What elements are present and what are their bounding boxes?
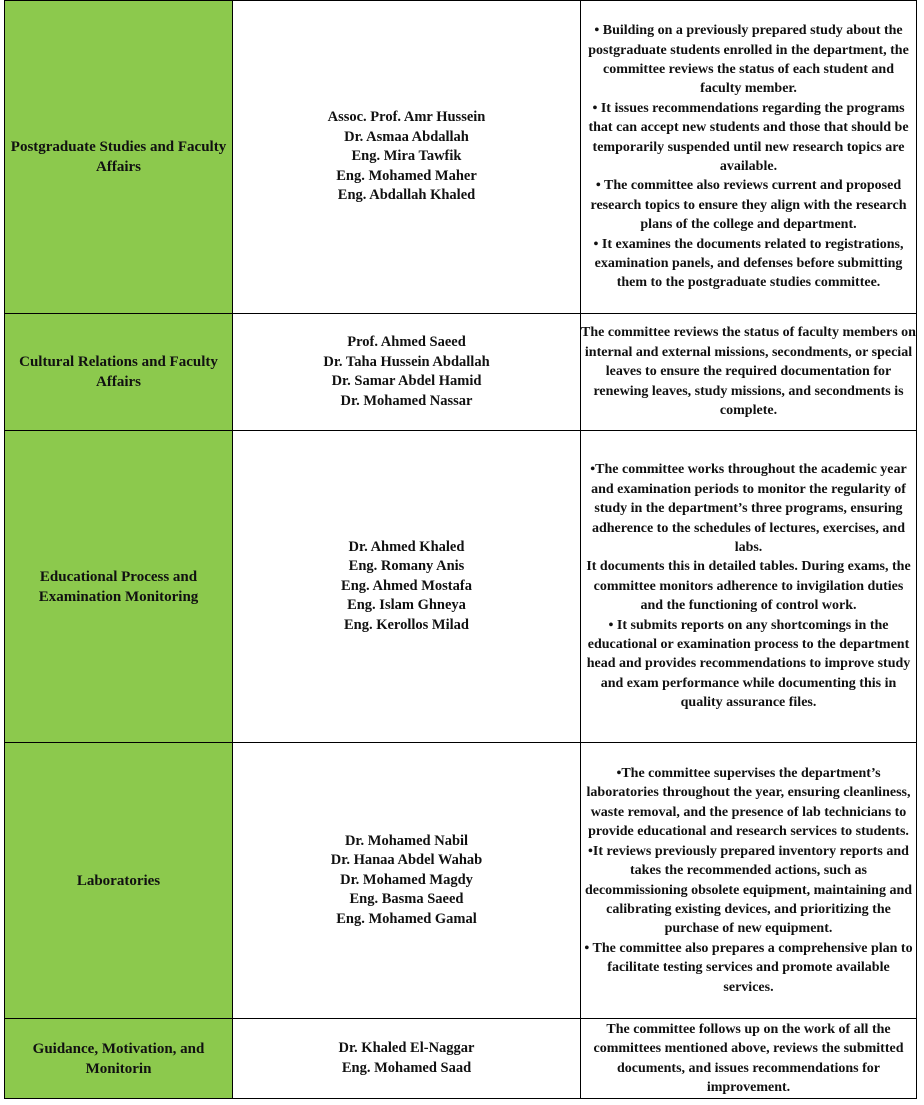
member-name: Dr. Asmaa Abdallah [344, 128, 469, 145]
member-name: Eng. Mohamed Saad [341, 1059, 472, 1076]
task-paragraph: It documents this in detailed tables. During exams, the committee monitors adherence to invigilation duties and the functioning of control work. [586, 559, 911, 614]
member-name: Eng. Kerollos Milad [343, 616, 469, 633]
committee-tasks [581, 314, 917, 431]
member-name: Eng. Islam Ghneya [347, 597, 466, 614]
member-name: Dr. Mohamed Nassar [340, 392, 473, 409]
member-name: Eng. Basma Saeed [349, 891, 464, 908]
member-name: Eng. Mohamed Gamal [336, 910, 477, 927]
member-name: Eng. Romany Anis [348, 558, 465, 575]
member-name: Dr. Mohamed Magdy [340, 871, 473, 888]
table-row [5, 314, 917, 431]
committee-name: Guidance, Motivation, and Monitorin [5, 1019, 233, 1099]
member-name: Dr. Samar Abdel Hamid [331, 373, 482, 389]
task-paragraph: •The committee supervises the department’s laboratories throughout the year, ensuring cleanliness, waste removal, and the presence of lab technicians to provide educational and research services to students. [586, 766, 911, 840]
task-paragraph: • It issues recommendations regarding the programs that can accept new students and those that should be temporarily suspended until new research topics are available. [588, 100, 909, 174]
member-name: Prof. Ahmed Saeed [347, 334, 466, 350]
task-paragraph: The committee reviews the status of faculty members on internal and external missions, secondments, or special leaves to ensure the required documentation for renewing leaves, study missions, and secondments is complete. [581, 325, 916, 419]
member-name: Assoc. Prof. Amr Hussein [327, 109, 486, 126]
table-row [5, 431, 917, 743]
committee-name: Postgraduate Studies and Faculty Affairs [5, 1, 233, 314]
committee-name: Cultural Relations and Faculty Affairs [5, 314, 233, 431]
member-name: Eng. Mira Tawfik [351, 148, 462, 165]
committee-members [233, 431, 581, 743]
task-paragraph: •The committee works throughout the academic year and examination periods to monitor the regularity of study in the department’s three programs, ensuring adherence to the schedules of lectures, exercises, and labs. [590, 462, 907, 555]
committees-table [4, 0, 917, 1099]
committee-name: Educational Process and Examination Monitoring [5, 431, 233, 743]
task-paragraph: • Building on a previously prepared study about the postgraduate students enrolled in the department, the committee reviews the status of each student and faculty member. [588, 23, 909, 97]
committee-tasks [581, 431, 917, 743]
table-row [5, 1019, 917, 1099]
committee-members [233, 1, 581, 314]
task-paragraph: • The committee also prepares a comprehensive plan to facilitate testing services and promote available services. [584, 940, 913, 995]
member-name: Dr. Ahmed Khaled [348, 538, 465, 555]
member-name: Eng. Ahmed Mostafa [341, 577, 472, 594]
table-row [5, 1, 917, 314]
member-name: Eng. Abdallah Khaled [337, 187, 476, 204]
table-row [5, 743, 917, 1019]
member-name: Dr. Taha Hussein Abdallah [323, 353, 490, 370]
committee-members [233, 1019, 581, 1099]
committee-tasks [581, 1, 917, 314]
task-paragraph: • It examines the documents related to registrations, examination panels, and defenses before submitting them to the postgraduate studies committee. [593, 236, 904, 291]
task-paragraph: • The committee also reviews current and proposed research topics to ensure they align with the research plans of the college and department. [590, 178, 907, 233]
committee-tasks [581, 1019, 917, 1099]
task-paragraph: • It submits reports on any shortcomings in the educational or examination process to the department head and provides recommendations to improve study and exam performance while documenting this in quality assurance files. [586, 617, 911, 711]
member-name: Dr. Hanaa Abdel Wahab [330, 852, 483, 869]
committee-members [233, 743, 581, 1019]
member-name: Dr. Mohamed Nabil [344, 832, 469, 849]
committee-tasks [581, 743, 917, 1019]
member-name: Dr. Khaled El-Naggar [338, 1040, 475, 1056]
committee-members [233, 314, 581, 431]
task-paragraph: The committee follows up on the work of all the committees mentioned above, reviews the submitted documents, and issues recommendations for improvement. [593, 1021, 904, 1095]
task-paragraph: •It reviews previously prepared inventory reports and takes the recommended actions, such as decommissioning obsolete equipment, maintaining and calibrating existing devices, and prioritizing the purchase of new equipment. [584, 843, 913, 937]
member-name: Eng. Mohamed Maher [336, 167, 477, 184]
committee-name: Laboratories [5, 743, 233, 1019]
